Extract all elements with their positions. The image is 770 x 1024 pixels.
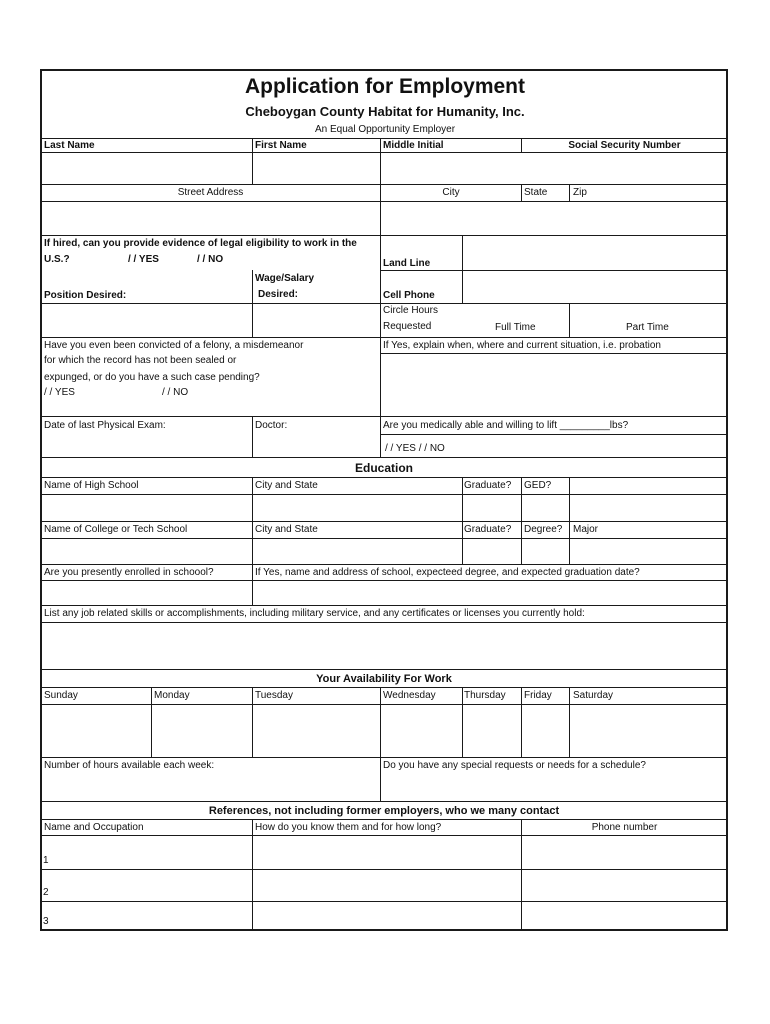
rule [41, 801, 727, 802]
position-desired-label: Position Desired: [44, 290, 127, 301]
rule [462, 235, 463, 303]
rule [252, 416, 253, 457]
major-label: Major [573, 524, 599, 535]
rule [41, 704, 727, 705]
last-name-label: Last Name [44, 140, 95, 151]
rule [41, 901, 727, 902]
rule [41, 580, 727, 581]
rule [569, 687, 570, 757]
day-sunday: Sunday [44, 690, 78, 701]
rule [41, 201, 727, 202]
hs-city-state-label: City and State [255, 480, 318, 491]
rule [41, 457, 727, 458]
rule [41, 416, 727, 417]
rule [252, 819, 253, 930]
rule [462, 477, 463, 521]
rule [521, 687, 522, 757]
rule [41, 477, 727, 478]
rule [252, 521, 253, 564]
day-friday: Friday [524, 690, 552, 701]
reference-row-number: 1 [43, 855, 49, 866]
rule [41, 494, 727, 495]
rule [380, 138, 381, 185]
reference-how-know-label: How do you know them and for how long? [255, 822, 442, 833]
rule [252, 270, 253, 337]
felony-question-line2: for which the record has not been sealed or [44, 355, 237, 366]
zip-label: Zip [573, 187, 587, 198]
rule [41, 564, 727, 565]
rule [380, 757, 381, 801]
rule [521, 521, 522, 564]
rule [41, 622, 727, 623]
day-monday: Monday [154, 690, 190, 701]
rule [41, 869, 727, 870]
lift-yes-no-options[interactable]: / / YES / / NO [385, 443, 445, 454]
lift-question: Are you medically able and willing to lift _________lbs? [383, 420, 629, 431]
rule [569, 477, 570, 521]
eligibility-question-us: U.S.? [44, 254, 70, 265]
rule [252, 687, 253, 757]
street-address-label: Street Address [177, 187, 244, 198]
rule [41, 152, 727, 153]
doctor-label: Doctor: [255, 420, 288, 431]
availability-heading: Your Availability For Work [316, 673, 452, 685]
reference-row-number: 2 [43, 887, 49, 898]
rule [41, 521, 727, 522]
felony-yes-option[interactable]: / / YES [44, 387, 75, 398]
college-label: Name of College or Tech School [44, 524, 188, 535]
eligibility-no-option[interactable]: / / NO [197, 254, 224, 265]
state-label: State [524, 187, 548, 198]
wage-desired-label: Desired: [258, 289, 299, 300]
eligibility-yes-option[interactable]: / / YES [128, 254, 159, 265]
eligibility-question: If hired, can you provide evidence of legal eligibility to work in the [44, 238, 357, 249]
felony-question-line3: expunged, or do you have a such case pending? [44, 372, 260, 383]
rule [252, 138, 253, 185]
day-thursday: Thursday [464, 690, 506, 701]
cell-phone-label: Cell Phone [383, 290, 435, 301]
rule [380, 434, 727, 435]
rule [380, 687, 381, 757]
rule [41, 819, 727, 820]
rule [462, 521, 463, 564]
rule [380, 270, 727, 271]
page-title: Application for Employment [244, 75, 525, 98]
felony-explain-label: If Yes, explain when, where and current situation, i.e. probation [383, 340, 661, 351]
hs-graduate-label: Graduate? [464, 480, 512, 491]
rule [41, 687, 727, 688]
rule [41, 538, 727, 539]
full-time-option[interactable]: Full Time [495, 322, 536, 333]
wage-salary-label: Wage/Salary [255, 273, 315, 284]
college-graduate-label: Graduate? [464, 524, 512, 535]
rule [41, 669, 727, 670]
first-name-label: First Name [255, 140, 307, 151]
rule [569, 184, 570, 201]
degree-label: Degree? [524, 524, 563, 535]
rule [380, 337, 381, 416]
circle-hours-label: Circle Hours [383, 305, 439, 316]
day-saturday: Saturday [573, 690, 614, 701]
references-heading: References, not including former employers, who we many contact [208, 805, 560, 817]
college-city-state-label: City and State [255, 524, 318, 535]
hours-available-label: Number of hours available each week: [44, 760, 215, 771]
rule [569, 303, 570, 337]
felony-no-option[interactable]: / / NO [162, 387, 189, 398]
rule [380, 235, 381, 337]
ged-label: GED? [524, 480, 552, 491]
organization-name: Cheboygan County Habitat for Humanity, Inc. [245, 104, 525, 119]
land-line-label: Land Line [383, 258, 431, 269]
rule [41, 303, 381, 304]
physical-exam-date-label: Date of last Physical Exam: [44, 420, 166, 431]
rule [252, 564, 253, 605]
part-time-option[interactable]: Part Time [626, 322, 669, 333]
rule [41, 235, 727, 236]
employer-tagline: An Equal Opportunity Employer [314, 124, 456, 135]
day-wednesday: Wednesday [383, 690, 436, 701]
rule [252, 477, 253, 521]
ssn-label: Social Security Number [568, 140, 681, 151]
rule [521, 819, 522, 930]
day-tuesday: Tuesday [255, 690, 293, 701]
rule [41, 835, 727, 836]
middle-initial-label: Middle Initial [383, 140, 444, 151]
education-heading: Education [354, 461, 413, 475]
high-school-label: Name of High School [44, 480, 139, 491]
rule [521, 477, 522, 521]
city-label: City [442, 187, 460, 198]
rule [151, 687, 152, 757]
rule [41, 757, 727, 758]
rule [380, 416, 381, 457]
rule [462, 687, 463, 757]
rule [41, 138, 727, 139]
reference-phone-label: Phone number [591, 822, 658, 833]
hours-requested-label: Requested [383, 321, 432, 332]
rule [380, 303, 727, 304]
rule [521, 184, 522, 201]
rule [380, 353, 727, 354]
special-requests-label: Do you have any special requests or needs for a schedule? [383, 760, 646, 771]
reference-name-occupation-label: Name and Occupation [44, 822, 144, 833]
reference-row-number: 3 [43, 916, 49, 927]
rule [569, 521, 570, 564]
skills-label: List any job related skills or accomplishments, including military service, and any certificates or licenses you currently hold: [44, 608, 585, 619]
rule [41, 605, 727, 606]
enrolled-question: Are you presently enrolled in schoool? [44, 567, 214, 578]
rule [41, 337, 727, 338]
felony-question: Have you even been convicted of a felony, a misdemeanor [44, 340, 304, 351]
rule [41, 184, 727, 185]
enrolled-details-label: If Yes, name and address of school, expecteed degree, and expected graduation date? [255, 567, 640, 578]
